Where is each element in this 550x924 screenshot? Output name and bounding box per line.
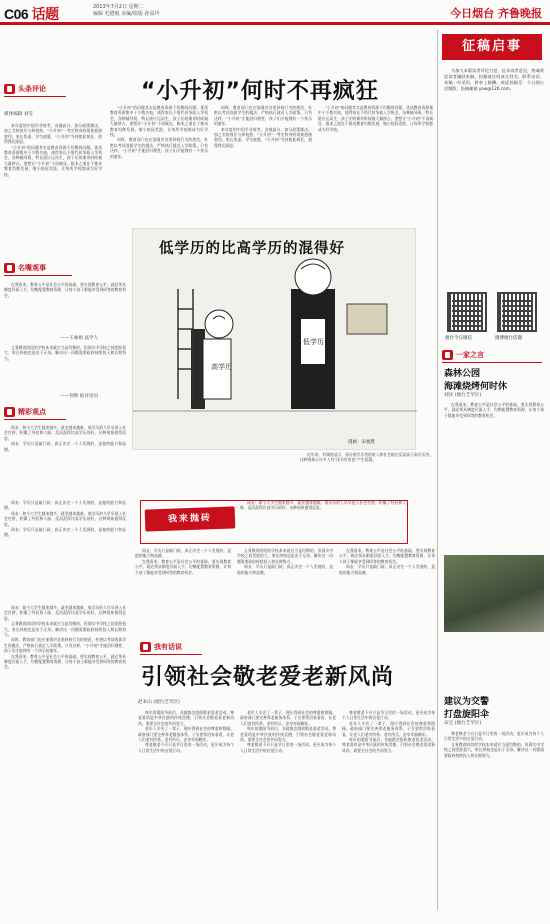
main-byline: 媒体编辑 刘雪 — [4, 112, 34, 117]
highlights-text-1: 网友：如今大学生越来越多，就业越来越难，低学历的人早早进入社会打拼，积累了经验和人脉，反而混得比高学历的好，这种现象值得反思。 网友：学历只是敲门砖，真正决定一个人发展的，是他的能力和品德。 — [4, 425, 126, 452]
call-for-papers-title: 征稿启事 — [442, 34, 542, 60]
pundit-text-1: 在我看来，教育公平是社会公平的基础。要实现教育公平，就必须从制度层面入手，均衡配置教育资源，让每个孩子都能享受到同等的教育机会。 — [4, 282, 126, 298]
qr-caption-weibo: 微博烟台话题 — [495, 336, 522, 341]
brick-text: 网友：如今大学生越来越多，就业越来越难，低学历的人早早进入社会打拼，积累了经验和人脉，反而混得比高学历的好，这种现象值得反思。 — [240, 500, 406, 511]
cartoon-title: 低学历的比高学历的混得好 — [159, 241, 345, 257]
qr-code-wechat — [447, 292, 487, 332]
svg-text:高学历: 高学历 — [211, 363, 232, 371]
cartoon-credit: 漫画：宋福胜 — [348, 439, 375, 445]
pundit-author-1: ——王咏娟 法学人 — [60, 336, 99, 341]
svg-text:低学历: 低学历 — [303, 338, 324, 346]
pundit-author-2: ——何辉 报评论员 — [60, 394, 99, 399]
left-bottom-col: 网友：如今大学生越来越多，就业越来越难，低学历的人早早进入社会打拼，积累了经验和人脉，反而混得比高学历的好，这种现象值得反思。 义务教育阶段的学校本来就应当是均衡的，但现实中学校之间差距很大，家长择校也是出于无奈。解决这一问题需要政府持续投入和长期努力。 同时，教育部门也应加强对各类择校行为的规范，杜绝以考试选拔学生的做法，严格执行就近入学政策。只有这样，“小升初”才能回归理性，孩子们才能拥有一个快乐的童年。 在我看来，教育公平是社会公平的基础。要实现教育公平，就必须从制度层面入手，均衡配置教育资源，让每个孩子都能享受到同等的教育机会。 — [4, 605, 126, 670]
park-byline: 刘泽 (烟台芝罘区) — [444, 393, 482, 398]
speak-up-tag: 我有话说 — [140, 641, 200, 653]
header-rule — [0, 22, 550, 25]
call-for-papers-text: 为加大本版读者评论力度，征求读者意见，热诚欢迎读者踊跃来稿，投稿请注明真实姓名、联系电话。来稿一经采用，将奉上稿酬。欢迎投稿至：今日烟台话题版，投稿邮箱 yaw@126.com。 — [444, 68, 544, 91]
discussion-col-3: 在我看来，教育公平是社会公平的基础。要实现教育公平，就必须从制度层面入手，均衡配置教育资源，让每个孩子都能享受到同等的教育机会。 网友：学历只是敲门砖，真正决定一个人发展的，是他的能力和品德。 — [339, 548, 435, 575]
top-comment-tag: 头条评论 — [4, 83, 64, 95]
bottom-col-2: 老年人辛苦了一辈子，理应得到社会的尊重和照顾。政府部门要完善养老服务体系，子女要常回家看看，让老人们老有所养、老有所乐，安享幸福晚年。 每年的重阳节前后，各地都会组织敬老爱老活动。尊老爱幼是中华民族的传统美德，引领社会敬老爱老新风尚，需要全社会的共同努力。 尊老敬老不应只是节日里的一场活动，更应成为每个人日常生活中的自觉行动。 — [240, 710, 336, 753]
main-col-2: “小升初”的问题其实是教育资源不均衡的问题。优质教育资源集中于少数名校，使得家长不惜代价争取入学机会，各种辅导班、特长班应运而生，孩子们的课余时间被大量挤占。要想让“小升初”不再疯狂，根本之道在于推动教育均衡发展，缩小校际差距，让每所学校都成为好学校。 同时，教育部门也应加强对各类择校行为的规范，杜绝以考试选拔学生的做法，严格执行就近入学政策。只有这样，“小升初”才能回归理性，孩子们才能拥有一个快乐的童年。 — [110, 105, 208, 159]
page-code: C06 话题 — [4, 6, 59, 22]
pundit-text-2: 义务教育阶段的学校本来就应当是均衡的，但现实中学校之间差距很大，家长择校也是出于无奈。解决这一问题需要政府持续投入和长期努力。 — [4, 345, 126, 361]
police-title-2: 打盘旋阳伞 — [444, 710, 490, 720]
opinion-tag: 一家之言 — [442, 349, 502, 361]
park-title-2: 海滩烧烤何时休 — [444, 382, 508, 392]
park-text-2 — [444, 636, 544, 691]
highlights-text-2: 网友：学历只是敲门砖，真正决定一个人发展的，是他的能力和品德。 网友：如今大学生越来越多，就业越来越难，低学历的人早早进入社会打拼，积累了经验和人脉，反而混得比高学历的好，这种现象值得反思。 网友：学历只是敲门砖，真正决定一个人发展的，是他的能力和品德。 — [4, 500, 126, 538]
cartoon-caption: 近年来，有调查显示，部分低学历者的收入和社会地位反而高于高学历者。这种现象让许多人对“读书有用论”产生质疑。 — [300, 452, 433, 463]
cartoon-panel — [132, 228, 416, 450]
dateline: 2013年7月2日 星期二 编辑 毛德航 美编/组版 孙显玲 — [93, 4, 160, 17]
bottom-byline: 赵本山 (烟台芝罘区) — [138, 700, 180, 705]
main-headline: “小升初”何时不再疯狂 — [141, 79, 379, 104]
police-byline: 宋宝 (烟台芝罘区) — [444, 721, 482, 726]
park-title-1: 森林公园 — [444, 369, 481, 379]
brand-masthead: 今日烟台 齐鲁晚报 — [450, 7, 542, 20]
main-col-1: 本年度的中国学业统考，各地高分、加分政策频出，加之名校效应与择校热，“小升初”一考定终身的现象愈演愈烈。家长焦虑、学生疲惫，“小升初”为何如此疯狂，值得我们深思。 “小升初”的问题其实是教育资源不均衡的问题。优质教育资源集中于少数名校，使得家长不惜代价争取入学机会，各种辅导班、特长班应运而生，孩子们的课余时间被大量挤占。要想让“小升初”不再疯狂，根本之道在于推动教育均衡发展，缩小校际差距，让每所学校都成为好学校。 — [4, 123, 102, 177]
discussion-col-1: 网友：学历只是敲门砖，真正决定一个人发展的，是他的能力和品德。 在我看来，教育公平是社会公平的基础。要实现教育公平，就必须从制度层面入手，均衡配置教育资源，让每个孩子都能享受到同等的教育机会。 — [135, 548, 231, 575]
main-col-3: 同时，教育部门也应加强对各类择校行为的规范，杜绝以考试选拔学生的做法，严格执行就近入学政策。只有这样，“小升初”才能回归理性，孩子们才能拥有一个快乐的童年。 本年度的中国学业统考，各地高分、加分政策频出，加之名校效应与择校热，“小升初”一考定终身的现象愈演愈烈。家长焦虑、学生疲惫，“小升初”为何如此疯狂，值得我们深思。 — [214, 105, 312, 148]
cartoon-illustration — [133, 229, 417, 451]
highlights-tag: 精彩观点 — [4, 406, 64, 418]
police-title-1: 建议为交警 — [444, 697, 490, 707]
qr-code-weibo — [497, 292, 537, 332]
discussion-col-2: 义务教育阶段的学校本来就应当是均衡的，但现实中学校之间差距很大，家长择校也是出于无奈。解决这一问题需要政府持续投入和长期努力。 网友：学历只是敲门砖，真正决定一个人发展的，是他的能力和品德。 — [237, 548, 333, 575]
park-photo — [444, 555, 544, 632]
pundit-tag: 名嘴观事 — [4, 262, 74, 274]
qr-caption-wechat: 烟台今日微信 — [445, 336, 472, 341]
main-col-4: “小升初”的问题其实是教育资源不均衡的问题。优质教育资源集中于少数名校，使得家长不惜代价争取入学机会，各种辅导班、特长班应运而生，孩子们的课余时间被大量挤占。要想让“小升初”不再疯狂，根本之道在于推动教育均衡发展，缩小校际差距，让每所学校都成为好学校。 — [318, 105, 433, 132]
bottom-col-1: 每年的重阳节前后，各地都会组织敬老爱老活动。尊老爱幼是中华民族的传统美德，引领社会敬老爱老新风尚，需要全社会的共同努力。 老年人辛苦了一辈子，理应得到社会的尊重和照顾。政府部门要完善养老服务体系，子女要常回家看看，让老人们老有所养、老有所乐，安享幸福晚年。 尊老敬老不应只是节日里的一场活动，更应成为每个人日常生活中的自觉行动。 — [138, 710, 234, 753]
police-text: 尊老敬老不应只是节日里的一场活动，更应成为每个人日常生活中的自觉行动。 义务教育阶段的学校本来就应当是均衡的，但现实中学校之间差距很大，家长择校也是出于无奈。解决这一问题需要政府持续投入和长期努力。 — [444, 731, 544, 758]
brick-stamp: 我来抛砖 — [145, 506, 236, 531]
park-text: 在我看来，教育公平是社会公平的基础。要实现教育公平，就必须从制度层面入手，均衡配置教育资源，让每个孩子都能享受到同等的教育机会。 — [444, 402, 544, 418]
column-divider — [437, 30, 438, 910]
bottom-col-3: 尊老敬老不应只是节日里的一场活动，更应成为每个人日常生活中的自觉行动。 老年人辛苦了一辈子，理应得到社会的尊重和照顾。政府部门要完善养老服务体系，子女要常回家看看，让老人们老有所养、老有所乐，安享幸福晚年。 每年的重阳节前后，各地都会组织敬老爱老活动。尊老爱幼是中华民族的传统美德，引领社会敬老爱老新风尚，需要全社会的共同努力。 — [342, 710, 435, 753]
bottom-headline: 引领社会敬老爱老新风尚 — [141, 665, 395, 690]
